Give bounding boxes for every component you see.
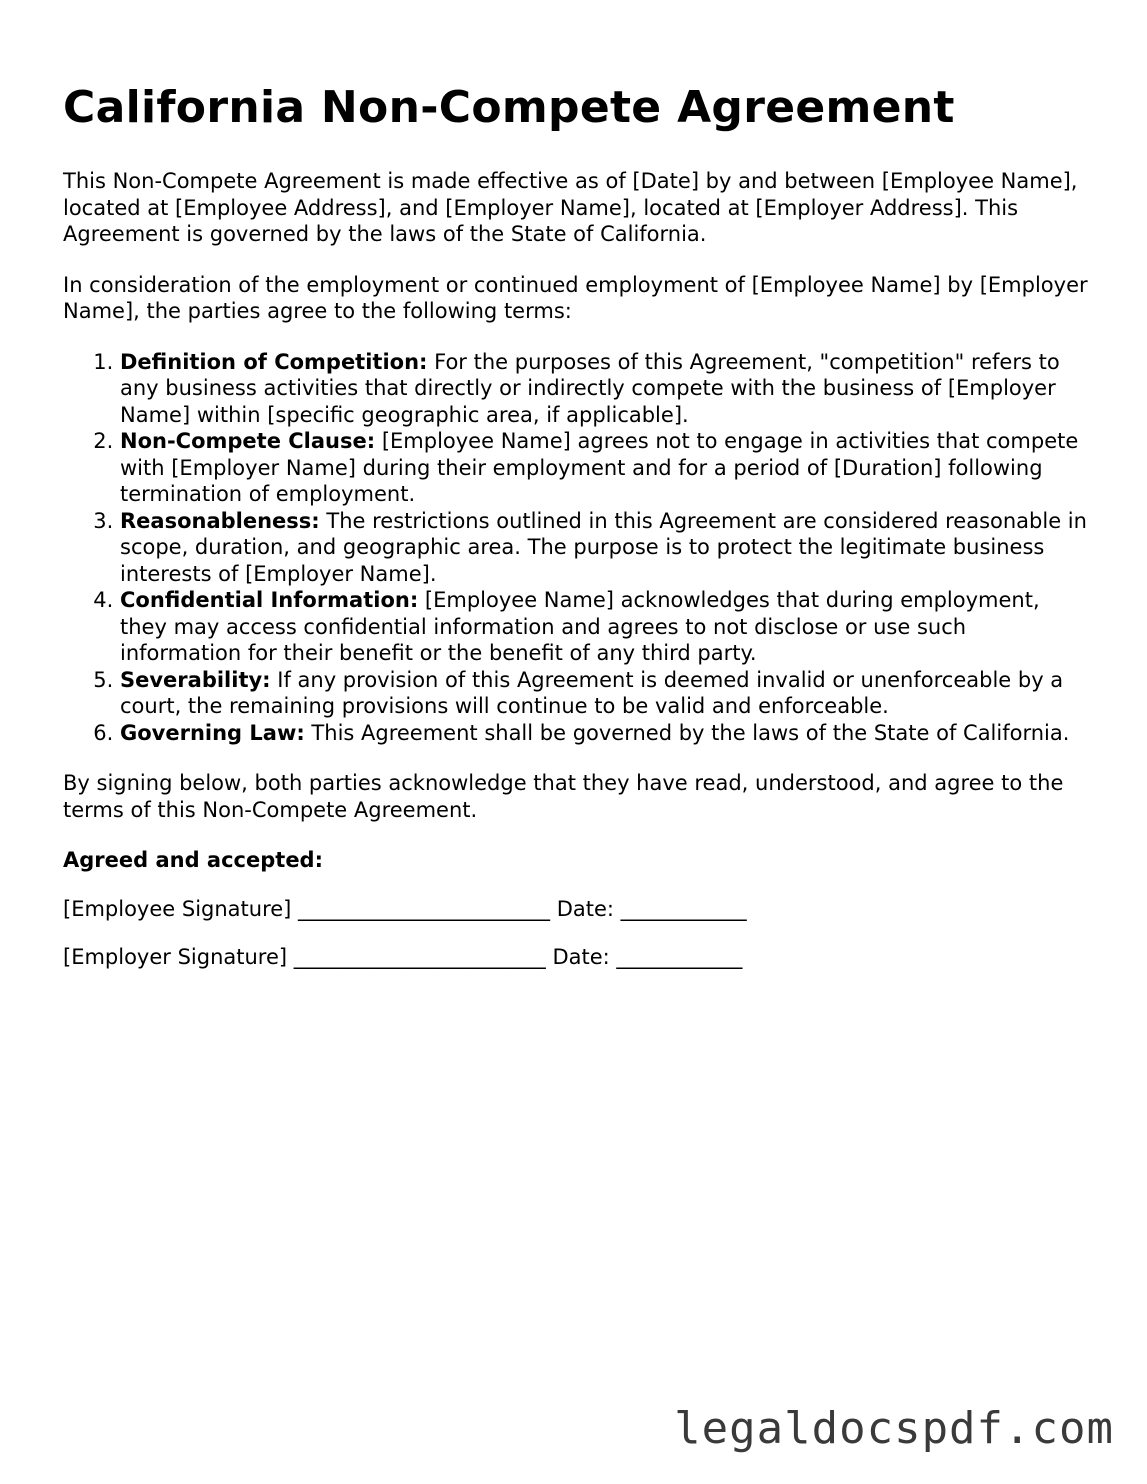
watermark: legaldocspdf.com — [674, 1403, 1114, 1454]
term-item — [120, 508, 1093, 588]
term-item — [120, 667, 1093, 720]
term-item — [120, 349, 1093, 429]
term-title: Governing Law: — [120, 720, 305, 745]
term-item — [120, 587, 1093, 667]
term-text: If any provision of this Agreement is deemed invalid or unenforceable by a court, the remaining provisions will continue to be valid and enforceable. — [120, 667, 1064, 718]
acknowledgment-paragraph: By signing below, both parties acknowledge that they have read, understood, and agree to the terms of this Non-Compete Agreement. — [63, 771, 1064, 822]
term-text: [Employee Name] acknowledges that during employment, they may access confidential information and agrees to not disclose or use such information for their benefit or the benefit of any third party. — [120, 588, 1040, 665]
intro-paragraph: This Non-Compete Agreement is made effective as of [Date] by and between [Employee Name], located at [Employee Address], and [Employer Name], located at [Employer Address]. This Agreement is governed by the laws of the State of California. — [63, 169, 1078, 246]
term-text: [Employee Name] agrees not to engage in activities that compete with [Employer Name] during their employment and for a period of [Duration] following termination of employment. — [120, 429, 1079, 506]
term-title: Severability: — [120, 667, 271, 692]
term-text: This Agreement shall be governed by the laws of the State of California. — [304, 720, 1070, 745]
employee-signature-line: [Employee Signature] ________________________ Date: ____________ — [63, 896, 747, 921]
term-text: For the purposes of this Agreement, "competition" refers to any business activities that directly or indirectly compete with the business of [Employer Name] within [specific geographic area, if applicable]. — [120, 349, 1060, 427]
term-title: Non-Compete Clause: — [120, 429, 376, 453]
term-item — [120, 428, 1093, 508]
term-title: Definition of Competition: — [120, 349, 428, 374]
term-title: Reasonableness: — [120, 508, 320, 533]
terms-list — [63, 349, 1093, 747]
document-title: California Non-Compete Agreement — [63, 82, 955, 133]
term-item — [120, 720, 1093, 747]
term-title: Confidential Information: — [120, 588, 419, 612]
agreed-heading: Agreed and accepted: — [63, 848, 323, 872]
consideration-paragraph: In consideration of the employment or continued employment of [Employee Name] by [Employer Name], the parties agree to the following terms: — [63, 272, 1088, 323]
term-text: The restrictions outlined in this Agreement are considered reasonable in scope, duration, and geographic area. The purpose is to protect the legitimate business interests of [Employer Name]. — [120, 508, 1087, 586]
employer-signature-line: [Employer Signature] ________________________ Date: ____________ — [63, 945, 743, 969]
document-page — [63, 82, 1093, 993]
